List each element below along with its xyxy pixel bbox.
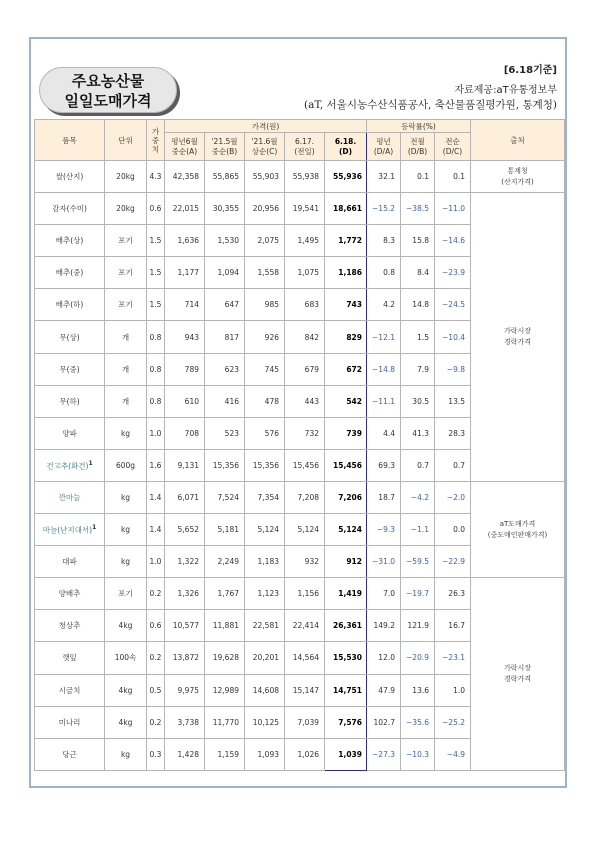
item-name: 당근	[62, 749, 77, 759]
header-change-b: 전월 (D/B)	[401, 133, 435, 161]
header-change-c: 전순 (D/C)	[435, 133, 471, 161]
cell-price-prev: 1,026	[285, 738, 325, 770]
cell-source	[471, 481, 565, 577]
cell-change-c: −22.9	[435, 546, 471, 578]
cell-change-b: −19.7	[401, 578, 435, 610]
header-price-a: 평년6월 중순(A)	[165, 133, 205, 161]
cell-unit: kg	[105, 417, 147, 449]
cell-change-c: −14.6	[435, 225, 471, 257]
page-title-line1: 주요농산물	[71, 72, 145, 90]
cell-weight: 0.5	[147, 674, 165, 706]
cell-price-a: 6,071	[165, 481, 205, 513]
source-label-line2: 경락가격	[503, 338, 532, 347]
cell-unit: 개	[105, 353, 147, 385]
cell-price-c: 20,201	[245, 642, 285, 674]
page-title-badge	[39, 67, 177, 113]
cell-price-d: 14,751	[325, 674, 367, 706]
cell-price-prev: 842	[285, 321, 325, 353]
cell-price-a: 9,975	[165, 674, 205, 706]
cell-price-d: 672	[325, 353, 367, 385]
cell-change-c: −24.5	[435, 289, 471, 321]
cell-price-a: 1,636	[165, 225, 205, 257]
cell-price-prev: 22,414	[285, 610, 325, 642]
cell-change-c: −4.9	[435, 738, 471, 770]
cell-price-d: 18,661	[325, 193, 367, 225]
cell-source	[471, 578, 565, 771]
item-name: 쌀(산지)	[55, 172, 84, 182]
item-name: 마늘(난지대서)	[42, 525, 93, 535]
item-footnote-mark: 1	[92, 523, 97, 531]
cell-price-a: 5,652	[165, 514, 205, 546]
cell-price-d: 1,772	[325, 225, 367, 257]
cell-item	[35, 193, 105, 225]
cell-price-prev: 14,564	[285, 642, 325, 674]
item-name: 미나리	[58, 717, 81, 727]
header-change-a: 평년 (D/A)	[367, 133, 401, 161]
cell-change-c: 26.3	[435, 578, 471, 610]
cell-weight: 0.8	[147, 353, 165, 385]
cell-price-d: 542	[325, 385, 367, 417]
item-name: 배추(하)	[55, 300, 84, 310]
cell-change-c: 28.3	[435, 417, 471, 449]
source-label-line2: (중도매인판매가격)	[487, 530, 548, 539]
cell-unit: 개	[105, 385, 147, 417]
cell-price-d: 743	[325, 289, 367, 321]
cell-unit: kg	[105, 546, 147, 578]
cell-price-b: 5,181	[205, 514, 245, 546]
cell-item	[35, 738, 105, 770]
cell-price-prev: 932	[285, 546, 325, 578]
cell-change-c: 0.1	[435, 161, 471, 193]
cell-price-d: 26,361	[325, 610, 367, 642]
cell-price-d: 15,530	[325, 642, 367, 674]
cell-price-c: 2,075	[245, 225, 285, 257]
cell-price-a: 1,326	[165, 578, 205, 610]
cell-change-b: −38.5	[401, 193, 435, 225]
cell-price-b: 1,530	[205, 225, 245, 257]
cell-source	[471, 161, 565, 193]
cell-price-a: 708	[165, 417, 205, 449]
cell-price-c: 576	[245, 417, 285, 449]
cell-price-b: 30,355	[205, 193, 245, 225]
header-price-d: 6.18. (D)	[325, 133, 367, 161]
cell-price-a: 714	[165, 289, 205, 321]
cell-price-b: 1,094	[205, 257, 245, 289]
cell-unit: 4kg	[105, 674, 147, 706]
cell-weight: 1.5	[147, 289, 165, 321]
cell-change-a: −27.3	[367, 738, 401, 770]
cell-change-a: 4.2	[367, 289, 401, 321]
cell-change-a: 0.8	[367, 257, 401, 289]
cell-price-b: 1,159	[205, 738, 245, 770]
cell-weight: 0.6	[147, 193, 165, 225]
cell-price-a: 789	[165, 353, 205, 385]
cell-change-b: 0.1	[401, 161, 435, 193]
cell-change-b: −20.9	[401, 642, 435, 674]
cell-unit: 600g	[105, 449, 147, 481]
item-name: 무(상)	[59, 332, 80, 342]
source-label-line1: 가락시장	[503, 664, 532, 672]
cell-price-a: 610	[165, 385, 205, 417]
cell-price-d: 1,039	[325, 738, 367, 770]
cell-price-prev: 679	[285, 353, 325, 385]
cell-change-b: 30.5	[401, 385, 435, 417]
cell-change-a: 8.3	[367, 225, 401, 257]
cell-item	[35, 417, 105, 449]
cell-price-a: 13,872	[165, 642, 205, 674]
cell-item	[35, 546, 105, 578]
cell-unit: 개	[105, 321, 147, 353]
cell-price-c: 14,608	[245, 674, 285, 706]
cell-price-c: 1,123	[245, 578, 285, 610]
cell-weight: 1.0	[147, 417, 165, 449]
cell-change-c: 16.7	[435, 610, 471, 642]
item-name: 건고추(화건)	[46, 461, 89, 471]
source-agencies: (aT, 서울시농수산식품공사, 축산물품질평가원, 통계청)	[304, 99, 557, 111]
cell-price-a: 1,428	[165, 738, 205, 770]
cell-price-d: 55,936	[325, 161, 367, 193]
price-table	[34, 119, 565, 771]
item-name: 대파	[62, 557, 77, 567]
cell-price-b: 647	[205, 289, 245, 321]
cell-item	[35, 481, 105, 513]
cell-unit: 포기	[105, 578, 147, 610]
cell-change-b: 14.8	[401, 289, 435, 321]
cell-item	[35, 225, 105, 257]
cell-unit: kg	[105, 514, 147, 546]
cell-price-prev: 15,147	[285, 674, 325, 706]
cell-price-c: 1,183	[245, 546, 285, 578]
cell-item	[35, 674, 105, 706]
cell-price-d: 7,576	[325, 706, 367, 738]
cell-item	[35, 514, 105, 546]
cell-change-a: −12.1	[367, 321, 401, 353]
cell-change-a: −9.3	[367, 514, 401, 546]
source-label-line2: 경락가격	[503, 675, 532, 683]
header-price-b: '21.5월 중순(B)	[205, 133, 245, 161]
cell-change-c: 0.0	[435, 514, 471, 546]
cell-weight: 0.2	[147, 578, 165, 610]
cell-item	[35, 706, 105, 738]
cell-change-c: 1.0	[435, 674, 471, 706]
cell-price-c: 1,093	[245, 738, 285, 770]
cell-change-c: −23.1	[435, 642, 471, 674]
cell-change-c: −2.0	[435, 481, 471, 513]
cell-weight: 0.6	[147, 610, 165, 642]
cell-weight: 1.4	[147, 514, 165, 546]
header-price-c: '21.6월 상순(C)	[245, 133, 285, 161]
cell-price-b: 623	[205, 353, 245, 385]
cell-item	[35, 289, 105, 321]
page-title-line2: 일일도매가격	[64, 92, 152, 110]
cell-price-c: 985	[245, 289, 285, 321]
cell-price-d: 7,206	[325, 481, 367, 513]
cell-price-prev: 683	[285, 289, 325, 321]
cell-price-b: 11,770	[205, 706, 245, 738]
cell-price-a: 3,738	[165, 706, 205, 738]
cell-price-d: 1,419	[325, 578, 367, 610]
cell-weight: 0.2	[147, 706, 165, 738]
cell-change-b: −59.5	[401, 546, 435, 578]
cell-price-b: 11,881	[205, 610, 245, 642]
cell-weight: 1.5	[147, 225, 165, 257]
cell-change-c: −25.2	[435, 706, 471, 738]
table-body	[35, 161, 565, 771]
cell-weight: 1.0	[147, 546, 165, 578]
cell-change-b: −10.3	[401, 738, 435, 770]
header-price-prev: 6.17. (전일)	[285, 133, 325, 161]
cell-price-c: 926	[245, 321, 285, 353]
cell-change-a: 47.9	[367, 674, 401, 706]
cell-unit: 포기	[105, 289, 147, 321]
cell-change-a: −31.0	[367, 546, 401, 578]
page-frame	[29, 37, 567, 788]
source-provider: 자료제공:aT유통정보부	[454, 85, 557, 96]
cell-item	[35, 449, 105, 481]
cell-change-c: −9.8	[435, 353, 471, 385]
cell-price-b: 19,628	[205, 642, 245, 674]
cell-unit: 4kg	[105, 706, 147, 738]
cell-change-b: 1.5	[401, 321, 435, 353]
cell-price-prev: 1,156	[285, 578, 325, 610]
cell-price-d: 829	[325, 321, 367, 353]
item-name: 배추(상)	[55, 236, 84, 246]
cell-weight: 0.2	[147, 642, 165, 674]
header-source: 출처	[471, 120, 565, 161]
cell-price-prev: 732	[285, 417, 325, 449]
cell-price-prev: 1,075	[285, 257, 325, 289]
table-row	[35, 481, 565, 513]
cell-unit: kg	[105, 481, 147, 513]
cell-change-a: −14.8	[367, 353, 401, 385]
cell-price-prev: 55,938	[285, 161, 325, 193]
cell-price-a: 42,358	[165, 161, 205, 193]
cell-price-prev: 15,456	[285, 449, 325, 481]
cell-weight: 0.3	[147, 738, 165, 770]
header-weight: 가중치	[147, 120, 165, 161]
cell-unit: 20kg	[105, 161, 147, 193]
cell-price-a: 10,577	[165, 610, 205, 642]
cell-price-prev: 1,495	[285, 225, 325, 257]
cell-change-a: 102.7	[367, 706, 401, 738]
cell-unit: 포기	[105, 257, 147, 289]
cell-price-c: 7,354	[245, 481, 285, 513]
cell-change-a: −11.1	[367, 385, 401, 417]
cell-change-b: 7.9	[401, 353, 435, 385]
cell-change-b: 15.8	[401, 225, 435, 257]
cell-change-a: 7.0	[367, 578, 401, 610]
cell-price-a: 1,322	[165, 546, 205, 578]
cell-change-a: 149.2	[367, 610, 401, 642]
cell-price-d: 15,456	[325, 449, 367, 481]
cell-change-b: 121.9	[401, 610, 435, 642]
cell-change-a: 12.0	[367, 642, 401, 674]
cell-price-b: 523	[205, 417, 245, 449]
cell-price-prev: 7,208	[285, 481, 325, 513]
cell-price-c: 22,581	[245, 610, 285, 642]
item-name: 청상추	[58, 621, 81, 631]
cell-price-c: 5,124	[245, 514, 285, 546]
cell-price-prev: 443	[285, 385, 325, 417]
cell-price-a: 943	[165, 321, 205, 353]
cell-price-b: 15,356	[205, 449, 245, 481]
cell-price-prev: 7,039	[285, 706, 325, 738]
cell-change-c: −23.9	[435, 257, 471, 289]
cell-price-b: 12,989	[205, 674, 245, 706]
cell-change-b: 13.6	[401, 674, 435, 706]
cell-weight: 1.5	[147, 257, 165, 289]
cell-price-b: 55,865	[205, 161, 245, 193]
cell-weight: 1.4	[147, 481, 165, 513]
cell-item	[35, 257, 105, 289]
cell-price-b: 817	[205, 321, 245, 353]
cell-change-a: 4.4	[367, 417, 401, 449]
cell-change-b: −35.6	[401, 706, 435, 738]
header-unit: 단위	[105, 120, 147, 161]
cell-change-b: 8.4	[401, 257, 435, 289]
table-row	[35, 161, 565, 193]
cell-weight: 0.8	[147, 385, 165, 417]
cell-price-a: 22,015	[165, 193, 205, 225]
table-row	[35, 193, 565, 225]
table-row	[35, 578, 565, 610]
cell-change-c: −10.4	[435, 321, 471, 353]
cell-price-c: 10,125	[245, 706, 285, 738]
cell-weight: 0.8	[147, 321, 165, 353]
item-name: 감자(수미)	[52, 204, 87, 214]
cell-price-b: 1,767	[205, 578, 245, 610]
cell-price-d: 1,186	[325, 257, 367, 289]
cell-unit: 100속	[105, 642, 147, 674]
source-label-line2: (산지가격)	[501, 177, 534, 186]
cell-weight: 4.3	[147, 161, 165, 193]
cell-change-a: 69.3	[367, 449, 401, 481]
cell-price-a: 1,177	[165, 257, 205, 289]
cell-change-a: −15.2	[367, 193, 401, 225]
source-label-line1: aT도매가격	[499, 519, 536, 528]
cell-item	[35, 385, 105, 417]
cell-item	[35, 578, 105, 610]
cell-price-b: 7,524	[205, 481, 245, 513]
cell-price-c: 1,558	[245, 257, 285, 289]
cell-price-c: 15,356	[245, 449, 285, 481]
cell-price-prev: 19,541	[285, 193, 325, 225]
cell-change-b: 0.7	[401, 449, 435, 481]
date-reference: [6.18기준]	[503, 65, 557, 76]
source-label-line1: 통계청	[507, 166, 528, 175]
cell-change-c: −11.0	[435, 193, 471, 225]
cell-source	[471, 193, 565, 482]
cell-item	[35, 353, 105, 385]
cell-change-c: 0.7	[435, 449, 471, 481]
cell-item	[35, 321, 105, 353]
cell-unit: kg	[105, 738, 147, 770]
item-name: 깐마늘	[58, 492, 81, 502]
source-label-line1: 가락시장	[503, 327, 532, 336]
cell-item	[35, 161, 105, 193]
cell-price-c: 478	[245, 385, 285, 417]
header-price-group: 가격(원)	[165, 120, 367, 133]
item-name: 양파	[62, 428, 77, 438]
cell-price-c: 20,956	[245, 193, 285, 225]
cell-price-prev: 5,124	[285, 514, 325, 546]
cell-price-d: 739	[325, 417, 367, 449]
cell-price-c: 55,903	[245, 161, 285, 193]
cell-price-a: 9,131	[165, 449, 205, 481]
cell-price-b: 2,249	[205, 546, 245, 578]
cell-change-c: 13.5	[435, 385, 471, 417]
cell-price-d: 5,124	[325, 514, 367, 546]
header-change-group: 등락률(%)	[367, 120, 471, 133]
item-name: 양배추	[58, 589, 81, 599]
item-name: 무(중)	[59, 364, 80, 374]
cell-unit: 포기	[105, 225, 147, 257]
cell-item	[35, 610, 105, 642]
cell-unit: 20kg	[105, 193, 147, 225]
header-item: 품목	[35, 120, 105, 161]
item-name: 깻잎	[62, 653, 77, 663]
cell-price-c: 745	[245, 353, 285, 385]
cell-change-b: −4.2	[401, 481, 435, 513]
cell-price-b: 416	[205, 385, 245, 417]
cell-unit: 4kg	[105, 610, 147, 642]
item-footnote-mark: 1	[88, 459, 93, 467]
cell-weight: 1.6	[147, 449, 165, 481]
cell-price-d: 912	[325, 546, 367, 578]
cell-change-a: 32.1	[367, 161, 401, 193]
cell-change-b: 41.3	[401, 417, 435, 449]
item-name: 배추(중)	[55, 268, 84, 278]
cell-change-a: 18.7	[367, 481, 401, 513]
cell-change-b: −1.1	[401, 514, 435, 546]
item-name: 무(하)	[59, 396, 80, 406]
cell-item	[35, 642, 105, 674]
item-name: 시금치	[58, 685, 81, 695]
